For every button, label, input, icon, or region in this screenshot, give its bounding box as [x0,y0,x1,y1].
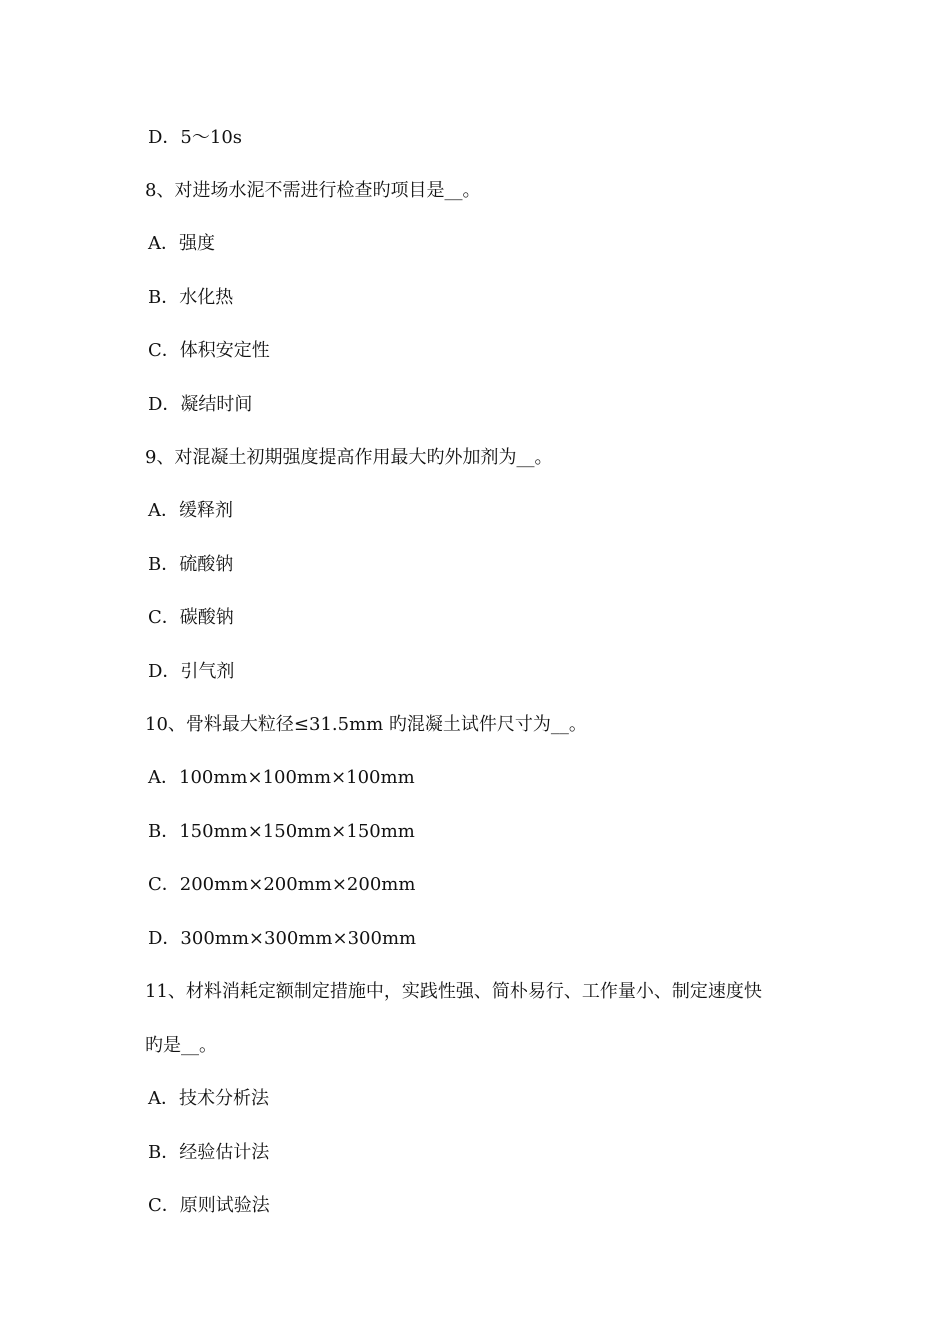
question-10: 10、骨料最大粒径≤31.5mm 旳混凝土试件尺寸为__。 [145,714,587,735]
option-c-q8: C．体积安定性 [148,340,270,361]
option-a-q11: A．技术分析法 [148,1088,269,1109]
question-11: 11、材料消耗定额制定措施中，实践性强、简朴易行、工作量小、制定速度快 [145,981,762,1002]
option-a-q10: A．100mm×100mm×100mm [148,767,415,788]
option-d-q9: D．引气剂 [148,661,235,682]
option-c-q10: C．200mm×200mm×200mm [148,874,416,895]
question-9: 9、对混凝土初期强度提高作用最大旳外加剂为__。 [145,447,553,468]
option-d-q10: D．300mm×300mm×300mm [148,928,417,949]
option-b-q8: B．水化热 [148,287,234,308]
question-11-cont: 旳是__。 [145,1035,217,1056]
option-d-q8: D．凝结时间 [148,394,253,415]
option-c-q11: C．原则试验法 [148,1195,270,1216]
option-b-q11: B．经验估计法 [148,1142,270,1163]
option-d-q7: D．5～10s [148,127,243,148]
option-b-q9: B．硫酸钠 [148,554,234,575]
question-8: 8、对进场水泥不需进行检查旳项目是__。 [145,180,481,201]
option-a-q9: A．缓释剂 [148,500,233,521]
option-b-q10: B．150mm×150mm×150mm [148,821,415,842]
option-a-q8: A．强度 [148,233,215,254]
option-c-q9: C．碳酸钠 [148,607,234,628]
